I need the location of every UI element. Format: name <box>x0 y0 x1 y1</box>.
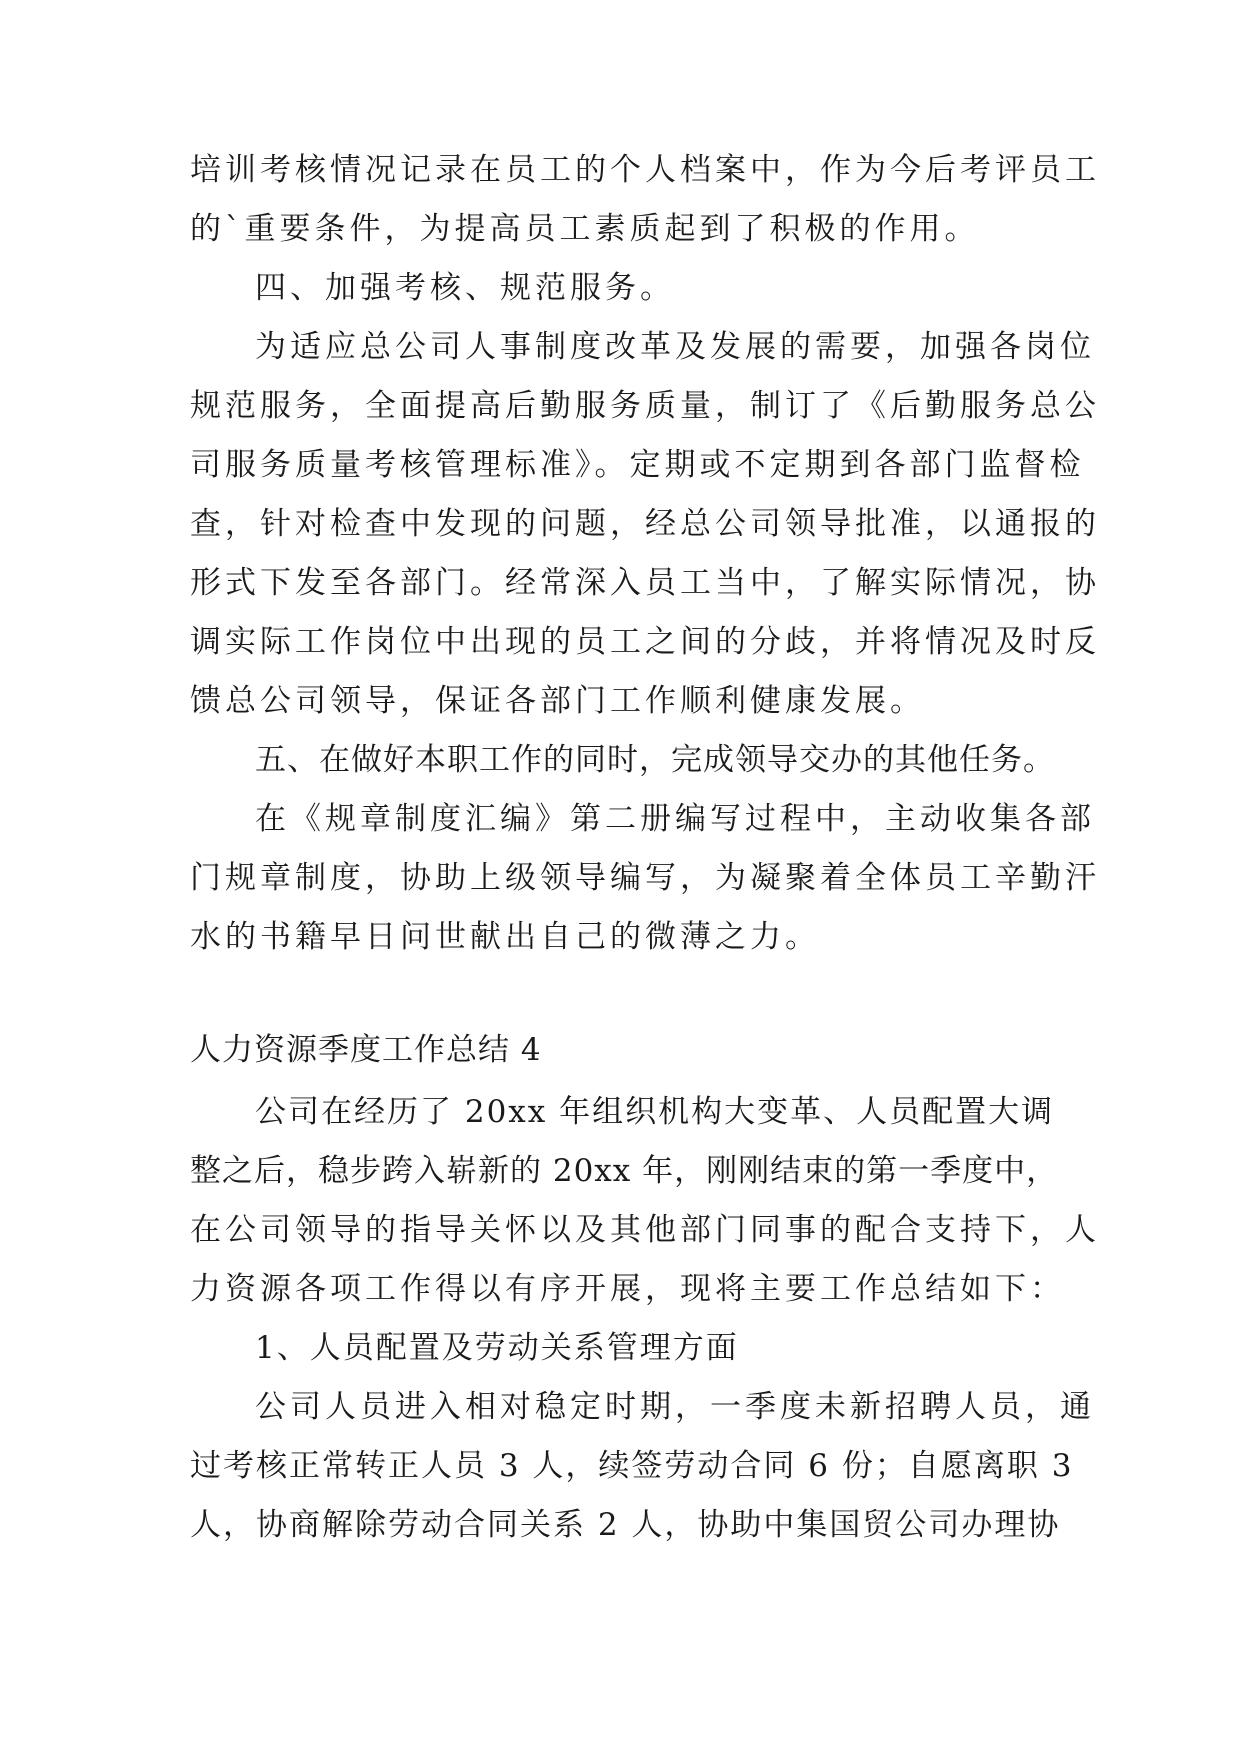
text-line: 门规章制度，协助上级领导编写，为凝聚着全体员工辛勤汗 <box>190 860 1100 896</box>
document-title: 人力资源季度工作总结 4 <box>190 1032 542 1068</box>
text-line: 形式下发至各部门。经常深入员工当中，了解实际情况，协 <box>190 565 1100 601</box>
section-heading: 五、在做好本职工作的同时，完成领导交办的其他任务。 <box>255 742 1055 778</box>
text-line: 为适应总公司人事制度改革及发展的需要，加强各岗位 <box>255 329 1095 365</box>
text-line: 规范服务，全面提高后勤服务质量，制订了《后勤服务总公 <box>190 388 1100 424</box>
text-line: 调实际工作岗位中出现的员工之间的分歧，并将情况及时反 <box>190 624 1100 660</box>
text-line: 的`重要条件，为提高员工素质起到了积极的作用。 <box>190 211 980 247</box>
text-line: 查，针对检查中发现的问题，经总公司领导批准，以通报的 <box>190 506 1100 542</box>
text-line: 馈总公司领导，保证各部门工作顺利健康发展。 <box>190 683 925 719</box>
text-line: 人，协商解除劳动合同关系 2 人，协助中集国贸公司办理协 <box>190 1507 1061 1543</box>
text-line: 培训考核情况记录在员工的个人档案中，作为今后考评员工 <box>190 152 1100 188</box>
text-line: 公司在经历了 20xx 年组织机构大变革、人员配置大调 <box>255 1094 1055 1130</box>
text-line: 司服务质量考核管理标准》。定期或不定期到各部门监督检 <box>190 447 1085 483</box>
text-line: 过考核正常转正人员 3 人，续签劳动合同 6 份；自愿离职 3 <box>190 1448 1074 1484</box>
section-heading: 四、加强考核、规范服务。 <box>255 270 675 306</box>
text-line: 公司人员进入相对稳定时期，一季度未新招聘人员，通 <box>255 1389 1095 1425</box>
text-line: 水的书籍早日问世献出自己的微薄之力。 <box>190 919 820 955</box>
text-line: 在《规章制度汇编》第二册编写过程中，主动收集各部 <box>255 801 1095 837</box>
text-line: 在公司领导的指导关怀以及其他部门同事的配合支持下，人 <box>190 1212 1100 1248</box>
text-line: 整之后，稳步跨入崭新的 20xx 年，刚刚结束的第一季度中， <box>190 1153 1059 1189</box>
text-line: 力资源各项工作得以有序开展，现将主要工作总结如下： <box>190 1271 1065 1307</box>
section-heading: 1、人员配置及劳动关系管理方面 <box>255 1330 739 1366</box>
